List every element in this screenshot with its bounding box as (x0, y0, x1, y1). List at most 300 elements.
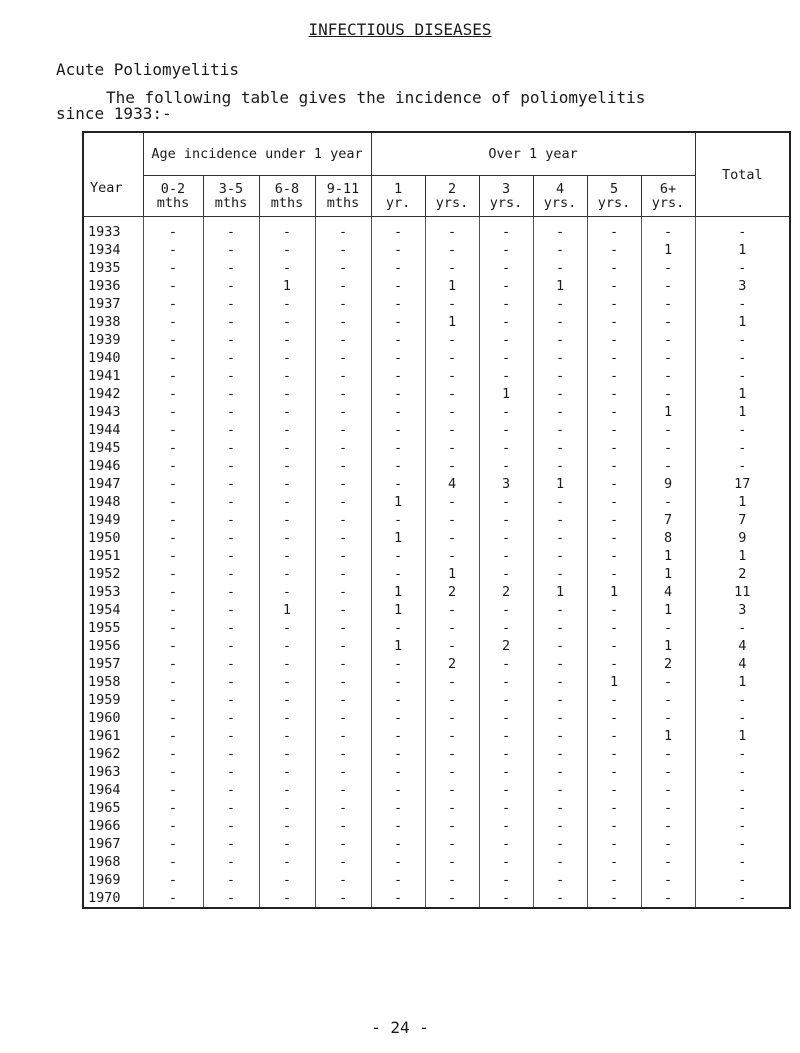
age-column-header: 1 yr. (371, 176, 425, 217)
count-cell: - (587, 781, 641, 799)
table-body (83, 217, 790, 909)
count-cell: - (587, 439, 641, 457)
count-cell: - (371, 889, 425, 908)
total-cell: - (738, 872, 747, 888)
count-cell: - (203, 709, 259, 727)
count-cell: - (371, 745, 425, 763)
count-cell: - (203, 781, 259, 799)
count-cell: - (425, 691, 479, 709)
count-cell: - (587, 349, 641, 367)
count-cell: - (533, 745, 587, 763)
count-cell: - (587, 241, 641, 259)
count-cell: - (143, 853, 203, 871)
year-cell: 1941 (83, 367, 143, 385)
count-cell: - (315, 349, 371, 367)
table-row (83, 655, 790, 673)
count-cell: - (371, 781, 425, 799)
count-cell: - (425, 217, 479, 242)
year-cell: 1956 (83, 637, 143, 655)
count-cell: - (203, 889, 259, 908)
count-cell: - (641, 385, 695, 403)
count-cell: - (259, 565, 315, 583)
count-cell: 1 (641, 601, 695, 619)
count-cell: - (203, 277, 259, 295)
count-cell: - (315, 601, 371, 619)
count-cell: - (315, 655, 371, 673)
count-cell: - (259, 217, 315, 242)
count-cell: - (259, 457, 315, 475)
count-cell: - (587, 475, 641, 493)
count-cell: - (641, 439, 695, 457)
table-row (83, 529, 790, 547)
count-cell: - (641, 799, 695, 817)
total-cell: 11 (734, 584, 751, 600)
count-cell: 1 (479, 385, 533, 403)
year-cell: 1953 (83, 583, 143, 601)
count-cell: - (203, 763, 259, 781)
count-cell: - (143, 349, 203, 367)
count-cell: 9 (641, 475, 695, 493)
count-cell: - (203, 475, 259, 493)
count-cell: - (479, 331, 533, 349)
count-cell: - (259, 817, 315, 835)
count-cell: - (533, 835, 587, 853)
count-cell: - (425, 781, 479, 799)
count-cell: - (315, 619, 371, 637)
count-cell: - (203, 601, 259, 619)
count-cell: - (587, 529, 641, 547)
count-cell: - (371, 439, 425, 457)
count-cell: - (425, 529, 479, 547)
count-cell: 8 (641, 529, 695, 547)
table-row (83, 691, 790, 709)
count-cell: - (259, 583, 315, 601)
count-cell: - (143, 601, 203, 619)
count-cell: - (315, 457, 371, 475)
count-cell: - (259, 745, 315, 763)
count-cell: - (587, 547, 641, 565)
count-cell: - (533, 655, 587, 673)
count-cell: - (143, 403, 203, 421)
count-cell: - (533, 493, 587, 511)
count-cell: 1 (641, 637, 695, 655)
count-cell: - (203, 511, 259, 529)
year-cell: 1969 (83, 871, 143, 889)
count-cell: - (259, 547, 315, 565)
count-cell: - (425, 241, 479, 259)
count-cell: 1 (259, 601, 315, 619)
age-column-header: 3-5 mths (203, 176, 259, 217)
count-cell: - (641, 259, 695, 277)
count-cell: - (587, 331, 641, 349)
count-cell: - (315, 475, 371, 493)
count-cell: - (425, 799, 479, 817)
count-cell: - (479, 241, 533, 259)
count-cell: - (371, 673, 425, 691)
count-cell: - (425, 493, 479, 511)
count-cell: - (259, 259, 315, 277)
count-cell: - (479, 457, 533, 475)
count-cell: - (479, 277, 533, 295)
count-cell: - (479, 709, 533, 727)
count-cell: - (425, 259, 479, 277)
total-cell: - (738, 422, 747, 438)
year-cell: 1955 (83, 619, 143, 637)
count-cell: - (587, 313, 641, 331)
year-cell: 1968 (83, 853, 143, 871)
age-column-header: 9-11 mths (315, 176, 371, 217)
year-cell: 1933 (83, 217, 143, 242)
table-row (83, 745, 790, 763)
count-cell: - (425, 421, 479, 439)
total-cell: 4 (738, 656, 747, 672)
count-cell: - (533, 313, 587, 331)
count-cell: - (143, 313, 203, 331)
count-cell: - (203, 637, 259, 655)
table-row (83, 367, 790, 385)
table-row (83, 799, 790, 817)
total-cell: 7 (738, 512, 747, 528)
count-cell: - (315, 367, 371, 385)
count-cell: - (479, 835, 533, 853)
count-cell: - (641, 313, 695, 331)
year-cell: 1960 (83, 709, 143, 727)
count-cell: - (203, 727, 259, 745)
count-cell: - (315, 763, 371, 781)
year-cell: 1934 (83, 241, 143, 259)
count-cell: - (203, 349, 259, 367)
count-cell: 2 (425, 583, 479, 601)
count-cell: - (315, 529, 371, 547)
count-cell: - (425, 367, 479, 385)
total-cell: 1 (738, 242, 747, 258)
count-cell: 1 (641, 565, 695, 583)
count-cell: - (479, 313, 533, 331)
count-cell: - (641, 673, 695, 691)
total-cell: 1 (738, 314, 747, 330)
count-cell: 1 (641, 727, 695, 745)
count-cell: 1 (371, 493, 425, 511)
table-row (83, 817, 790, 835)
count-cell: - (533, 871, 587, 889)
count-cell: - (371, 763, 425, 781)
count-cell: - (259, 691, 315, 709)
count-cell: - (641, 331, 695, 349)
year-cell: 1962 (83, 745, 143, 763)
total-cell: 3 (738, 278, 747, 294)
count-cell: - (259, 889, 315, 908)
count-cell: - (425, 709, 479, 727)
count-cell: - (315, 331, 371, 349)
count-cell: - (371, 565, 425, 583)
table-header (83, 132, 790, 217)
count-cell: 1 (425, 313, 479, 331)
count-cell: - (203, 241, 259, 259)
table-row (83, 871, 790, 889)
count-cell: 1 (371, 583, 425, 601)
count-cell: - (479, 367, 533, 385)
total-cell: 1 (738, 728, 747, 744)
count-cell: - (315, 817, 371, 835)
year-cell: 1965 (83, 799, 143, 817)
year-cell: 1945 (83, 439, 143, 457)
count-cell: - (425, 871, 479, 889)
count-cell: - (371, 259, 425, 277)
count-cell: - (479, 871, 533, 889)
count-cell: - (371, 331, 425, 349)
count-cell: - (259, 835, 315, 853)
count-cell: 7 (641, 511, 695, 529)
total-column-header: Total (695, 132, 790, 217)
count-cell: - (371, 475, 425, 493)
count-cell: - (641, 493, 695, 511)
count-cell: 1 (259, 277, 315, 295)
count-cell: - (641, 781, 695, 799)
count-cell: - (371, 385, 425, 403)
age-column-header: 6+ yrs. (641, 176, 695, 217)
count-cell: - (425, 511, 479, 529)
table-row (83, 439, 790, 457)
count-cell: - (587, 601, 641, 619)
count-cell: - (425, 727, 479, 745)
count-cell: - (425, 547, 479, 565)
count-cell: - (533, 295, 587, 313)
total-cell: - (738, 620, 747, 636)
count-cell: - (203, 565, 259, 583)
total-cell: - (738, 692, 747, 708)
year-cell: 1951 (83, 547, 143, 565)
count-cell: - (259, 295, 315, 313)
count-cell: - (203, 655, 259, 673)
count-cell: - (259, 637, 315, 655)
count-cell: - (143, 439, 203, 457)
age-column-header: 3 yrs. (479, 176, 533, 217)
count-cell: - (203, 217, 259, 242)
count-cell: - (143, 565, 203, 583)
year-cell: 1966 (83, 817, 143, 835)
count-cell: - (315, 217, 371, 242)
count-cell: - (203, 259, 259, 277)
count-cell: - (533, 727, 587, 745)
count-cell: - (641, 889, 695, 908)
under-one-year-group-header: Age incidence under 1 year (143, 132, 371, 176)
count-cell: - (533, 217, 587, 242)
count-cell: - (587, 565, 641, 583)
count-cell: - (259, 763, 315, 781)
total-cell: - (738, 764, 747, 780)
count-cell: - (533, 457, 587, 475)
count-cell: - (203, 493, 259, 511)
count-cell: - (479, 691, 533, 709)
table-row (83, 331, 790, 349)
count-cell: - (371, 349, 425, 367)
count-cell: - (143, 709, 203, 727)
total-cell: - (738, 332, 747, 348)
count-cell: - (203, 673, 259, 691)
count-cell: - (587, 217, 641, 242)
count-cell: - (371, 217, 425, 242)
total-cell: 1 (738, 548, 747, 564)
count-cell: 1 (371, 601, 425, 619)
count-cell: - (587, 259, 641, 277)
count-cell: - (479, 547, 533, 565)
count-cell: - (315, 583, 371, 601)
count-cell: - (143, 529, 203, 547)
count-cell: - (315, 727, 371, 745)
total-cell: - (738, 710, 747, 726)
count-cell: - (315, 385, 371, 403)
count-cell: - (259, 367, 315, 385)
count-cell: - (371, 619, 425, 637)
count-cell: - (641, 763, 695, 781)
count-cell: - (143, 475, 203, 493)
count-cell: - (533, 241, 587, 259)
count-cell: - (371, 403, 425, 421)
poliomyelitis-table-container (82, 131, 789, 909)
count-cell: - (533, 403, 587, 421)
year-cell: 1948 (83, 493, 143, 511)
count-cell: - (533, 421, 587, 439)
intro-text-line-2: since 1933:- (56, 104, 172, 123)
table-row (83, 421, 790, 439)
poliomyelitis-incidence-table (82, 131, 791, 909)
table-row (83, 295, 790, 313)
year-cell: 1942 (83, 385, 143, 403)
count-cell: - (143, 277, 203, 295)
count-cell: - (259, 673, 315, 691)
count-cell: - (315, 799, 371, 817)
total-cell: - (738, 368, 747, 384)
count-cell: - (143, 655, 203, 673)
year-cell: 1957 (83, 655, 143, 673)
count-cell: - (587, 619, 641, 637)
count-cell: - (203, 403, 259, 421)
table-row (83, 511, 790, 529)
table-row (83, 637, 790, 655)
count-cell: - (371, 655, 425, 673)
count-cell: - (143, 259, 203, 277)
table-row (83, 835, 790, 853)
count-cell: - (533, 709, 587, 727)
count-cell: - (587, 727, 641, 745)
count-cell: 2 (479, 637, 533, 655)
year-cell: 1937 (83, 295, 143, 313)
count-cell: - (371, 511, 425, 529)
count-cell: - (315, 781, 371, 799)
count-cell: 1 (641, 547, 695, 565)
table-row (83, 403, 790, 421)
count-cell: - (425, 439, 479, 457)
count-cell: - (425, 889, 479, 908)
count-cell: - (315, 241, 371, 259)
count-cell: - (371, 871, 425, 889)
count-cell: - (259, 871, 315, 889)
count-cell: - (479, 439, 533, 457)
count-cell: - (371, 709, 425, 727)
count-cell: - (371, 277, 425, 295)
count-cell: 4 (425, 475, 479, 493)
count-cell: - (203, 853, 259, 871)
count-cell: - (425, 835, 479, 853)
count-cell: - (143, 637, 203, 655)
count-cell: - (479, 673, 533, 691)
count-cell: - (641, 853, 695, 871)
total-cell: - (738, 746, 747, 762)
table-row (83, 727, 790, 745)
count-cell: - (203, 295, 259, 313)
total-cell: - (738, 800, 747, 816)
age-column-header: 4 yrs. (533, 176, 587, 217)
over-one-year-group-header: Over 1 year (371, 132, 695, 176)
count-cell: - (533, 817, 587, 835)
count-cell: - (315, 547, 371, 565)
total-cell: - (738, 818, 747, 834)
count-cell: - (315, 421, 371, 439)
year-cell: 1950 (83, 529, 143, 547)
count-cell: - (143, 691, 203, 709)
count-cell: - (259, 331, 315, 349)
count-cell: - (641, 817, 695, 835)
count-cell: - (641, 295, 695, 313)
count-cell: - (587, 637, 641, 655)
total-cell: 1 (738, 494, 747, 510)
count-cell: - (533, 763, 587, 781)
count-cell: - (587, 385, 641, 403)
count-cell: - (259, 439, 315, 457)
total-cell: - (738, 260, 747, 276)
count-cell: - (259, 799, 315, 817)
count-cell: - (479, 403, 533, 421)
count-cell: - (641, 619, 695, 637)
age-column-header: 0-2 mths (143, 176, 203, 217)
count-cell: - (587, 799, 641, 817)
count-cell: 4 (641, 583, 695, 601)
count-cell: - (203, 367, 259, 385)
count-cell: - (203, 313, 259, 331)
count-cell: - (315, 673, 371, 691)
count-cell: - (479, 259, 533, 277)
count-cell: - (259, 511, 315, 529)
count-cell: - (533, 367, 587, 385)
count-cell: - (533, 853, 587, 871)
count-cell: - (143, 547, 203, 565)
year-cell: 1946 (83, 457, 143, 475)
year-cell: 1964 (83, 781, 143, 799)
intro-text-line-1: The following table gives the incidence of poliomyelitis (106, 88, 646, 107)
count-cell: - (641, 745, 695, 763)
count-cell: - (479, 601, 533, 619)
count-cell: - (587, 871, 641, 889)
count-cell: - (203, 547, 259, 565)
count-cell: - (479, 889, 533, 908)
total-cell: - (738, 296, 747, 312)
count-cell: - (425, 853, 479, 871)
count-cell: - (143, 331, 203, 349)
count-cell: 1 (533, 583, 587, 601)
table-row (83, 673, 790, 691)
count-cell: - (587, 421, 641, 439)
count-cell: - (641, 691, 695, 709)
count-cell: - (425, 385, 479, 403)
count-cell: - (259, 349, 315, 367)
count-cell: - (533, 331, 587, 349)
count-cell: - (259, 403, 315, 421)
count-cell: - (259, 655, 315, 673)
count-cell: - (315, 511, 371, 529)
count-cell: - (425, 295, 479, 313)
count-cell: - (371, 853, 425, 871)
count-cell: - (259, 529, 315, 547)
